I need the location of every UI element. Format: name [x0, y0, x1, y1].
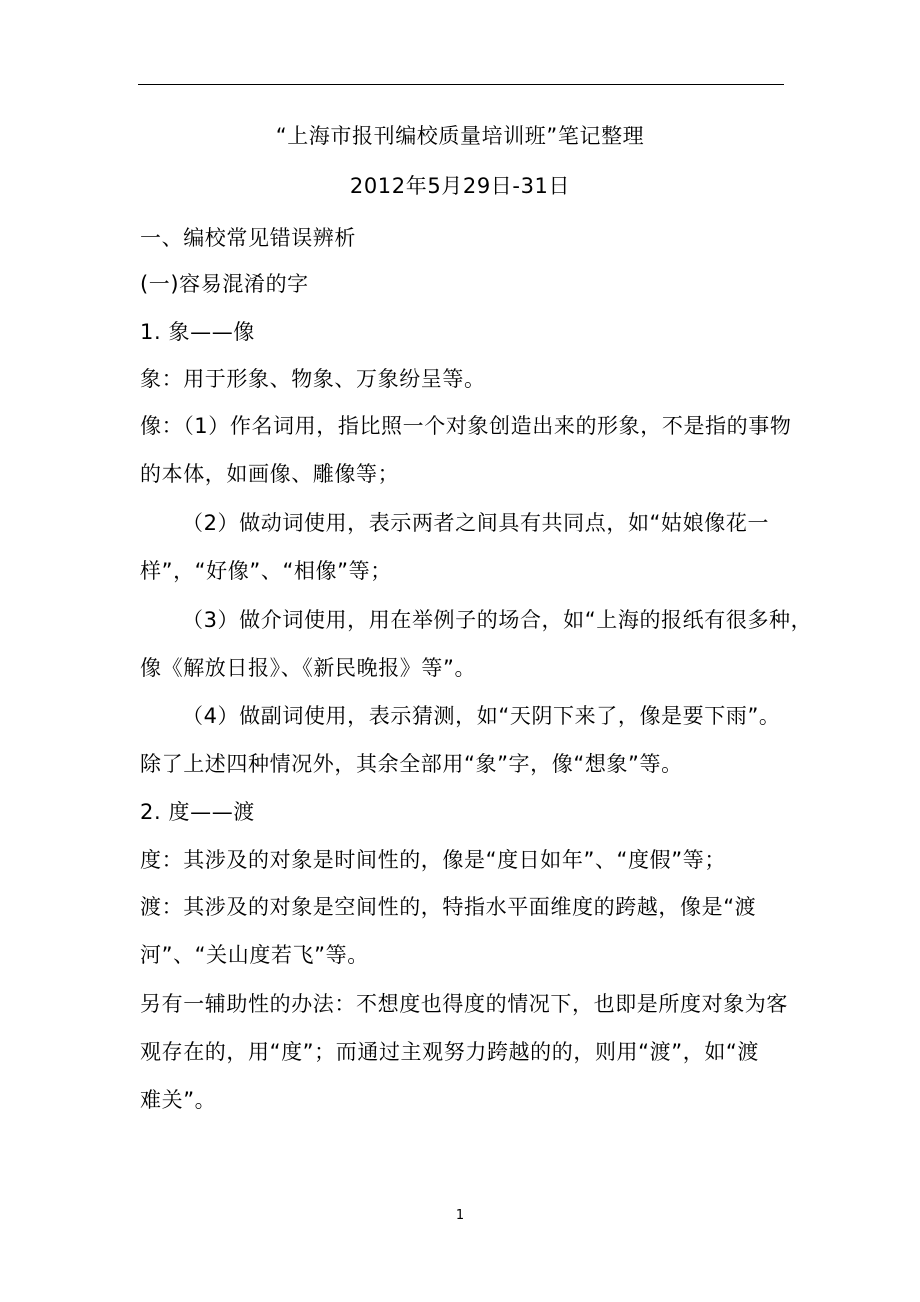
paragraph-line: 的本体，如画像、雕像等；: [140, 462, 400, 486]
document-title: “上海市报刊编校质量培训班”笔记整理: [275, 124, 645, 148]
paragraph-line: 渡：其涉及的对象是空间性的，特指水平面维度的跨越，像是“渡: [140, 895, 757, 919]
paragraph-line: （4）做副词使用，表示猜测，如“天阴下来了，像是要下雨”。: [182, 704, 781, 728]
document-date: 2012年5月29日-31日: [349, 174, 571, 198]
paragraph-line: 观存在的，用“度”；而通过主观努力跨越的的，则用“渡”，如“渡: [140, 1040, 759, 1064]
paragraph-line: 样”，“好像”、“相像”等；: [140, 559, 392, 583]
paragraph-line: 象：用于形象、物象、万象纷呈等。: [140, 367, 486, 391]
paragraph-line: 像：（1）作名词用，指比照一个对象创造出来的形象，不是指的事物: [140, 414, 792, 438]
section-heading: 一、编校常见错误辨析: [140, 226, 356, 250]
paragraph-line: 像《解放日报》、《新民晚报》等”。: [140, 656, 477, 680]
paragraph-line: 难关”。: [140, 1088, 217, 1112]
paragraph-line: （3）做介词使用，用在举例子的场合，如“上海的报纸有很多种，: [182, 608, 813, 632]
paragraph-line: 度：其涉及的对象是时间性的，像是“度日如年”、“度假”等；: [140, 848, 726, 872]
page-number: 1: [455, 1208, 465, 1223]
paragraph-line: 河”、“关山度若飞”等。: [140, 943, 369, 967]
header-rule: [138, 84, 784, 85]
subsection-heading: (一)容易混淆的字: [140, 272, 309, 296]
paragraph-line: 除了上述四种情况外，其余全部用“象”字，像“想象”等。: [140, 752, 683, 776]
paragraph-line: 另有一辅助性的办法：不想度也得度的情况下，也即是所度对象为客: [140, 992, 788, 1016]
item-heading-1: 1. 象——像: [140, 320, 255, 344]
item-heading-2: 2. 度——渡: [140, 800, 255, 824]
paragraph-line: （2）做动词使用，表示两者之间具有共同点，如“姑娘像花一: [182, 511, 770, 535]
